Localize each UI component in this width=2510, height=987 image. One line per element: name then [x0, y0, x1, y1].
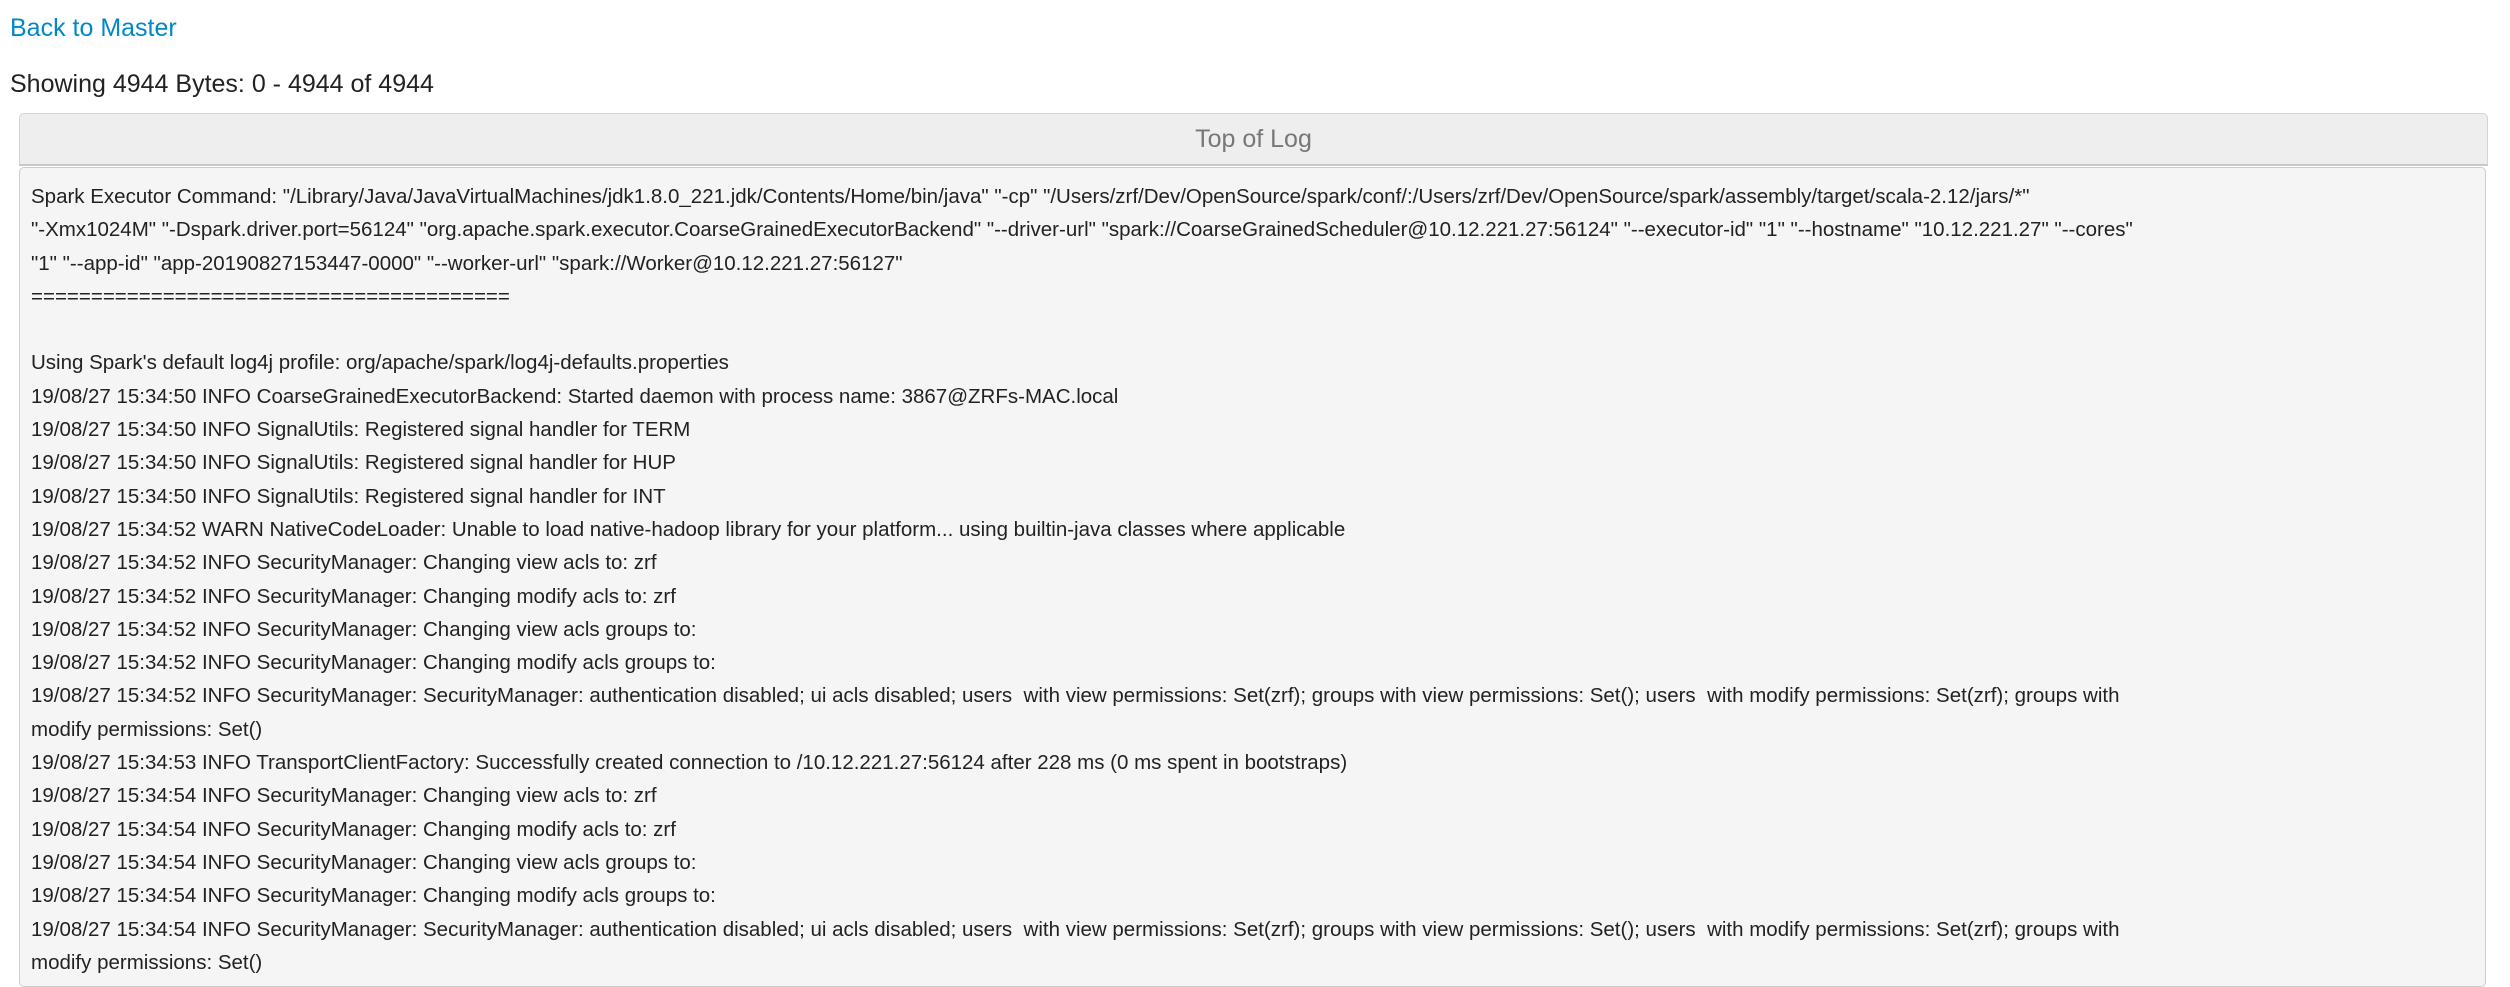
log-line: 19/08/27 15:34:53 INFO TransportClientFactory: Successfully created connection to /10.12.221.27:56124 after 228 ms (0 ms spent in bootstraps)	[31, 751, 1348, 775]
back-to-master-link[interactable]: Back to Master	[10, 14, 177, 42]
log-line: ========================================	[31, 284, 510, 308]
log-line: 19/08/27 15:34:50 INFO SignalUtils: Registered signal handler for TERM	[31, 418, 691, 442]
log-line: 19/08/27 15:34:54 INFO SecurityManager: Changing view acls to: zrf	[31, 784, 657, 808]
log-line: 19/08/27 15:34:52 INFO SecurityManager: Changing modify acls groups to:	[31, 651, 722, 675]
log-line: modify permissions: Set()	[31, 717, 263, 741]
top-of-log-button[interactable]: Top of Log	[19, 113, 2488, 166]
log-line: 19/08/27 15:34:54 INFO SecurityManager: Changing modify acls groups to:	[31, 884, 722, 908]
log-line: 19/08/27 15:34:52 INFO SecurityManager: Changing view acls to: zrf	[31, 551, 657, 575]
log-line: 19/08/27 15:34:54 INFO SecurityManager: SecurityManager: authentication disabled; ui acls disabled; users with view permissions: Set(zrf); groups with view permissions: Set(); users with modify permissions: Set(zrf); groups with	[31, 917, 2120, 941]
log-line: "1" "--app-id" "app-20190827153447-0000" "--worker-url" "spark://Worker@10.12.221.27:56127"	[31, 251, 903, 275]
log-line: 19/08/27 15:34:52 INFO SecurityManager: Changing view acls groups to:	[31, 617, 703, 641]
log-line: Using Spark's default log4j profile: org/apache/spark/log4j-defaults.properties	[31, 351, 729, 375]
log-line: modify permissions: Set()	[31, 950, 263, 974]
log-line: 19/08/27 15:34:52 INFO SecurityManager: Changing modify acls to: zrf	[31, 584, 676, 608]
log-content	[19, 167, 2486, 987]
log-line	[31, 313, 2474, 346]
log-line: 19/08/27 15:34:52 INFO SecurityManager: SecurityManager: authentication disabled; ui acls disabled; users with view permissions: Set(zrf); groups with view permissions: Set(); users with modify permissions: Set(zrf); groups with	[31, 684, 2120, 708]
log-line: Spark Executor Command: "/Library/Java/JavaVirtualMachines/jdk1.8.0_221.jdk/Contents/Home/bin/java" "-cp" "/Users/zrf/Dev/OpenSource/spark/conf/:/Users/zrf/Dev/OpenSource/spark/assembly/target/scala-2.12/jars/*"	[31, 185, 2030, 208]
log-line: 19/08/27 15:34:52 WARN NativeCodeLoader: Unable to load native-hadoop library for your platform... using builtin-java classes where applicable	[31, 517, 1346, 541]
log-line: 19/08/27 15:34:54 INFO SecurityManager: Changing modify acls to: zrf	[31, 817, 676, 841]
log-line: 19/08/27 15:34:50 INFO SignalUtils: Registered signal handler for HUP	[31, 451, 676, 475]
log-line: 19/08/27 15:34:50 INFO SignalUtils: Registered signal handler for INT	[31, 484, 666, 508]
byte-range-status: Showing 4944 Bytes: 0 - 4944 of 4944	[10, 70, 434, 98]
log-line: 19/08/27 15:34:54 INFO SecurityManager: Changing view acls groups to:	[31, 850, 703, 874]
log-line: 19/08/27 15:34:50 INFO CoarseGrainedExecutorBackend: Started daemon with process name: 3867@ZRFs-MAC.local	[31, 384, 1119, 408]
log-line: "-Xmx1024M" "-Dspark.driver.port=56124" "org.apache.spark.executor.CoarseGrainedExecutorBackend" "--driver-url" "spark://CoarseGrainedScheduler@10.12.221.27:56124" "--executor-id" "1" "--hostname" "10.12.221.27" "--cores"	[31, 218, 2133, 242]
